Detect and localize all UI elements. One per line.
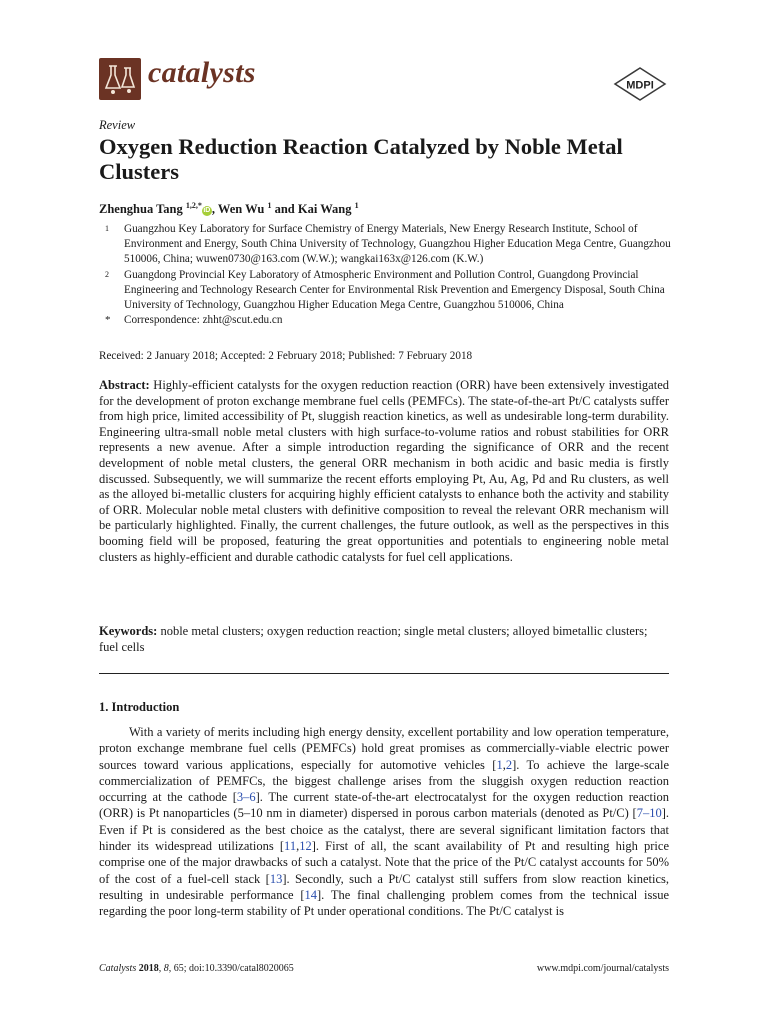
- journal-name: catalysts: [148, 56, 256, 89]
- footer-doi: , 65; doi:10.3390/catal8020065: [168, 963, 294, 974]
- citation-link[interactable]: 12: [299, 839, 312, 854]
- affiliation-text: Guangdong Provincial Key Laboratory of Atmospheric Environment and Pollution Control, Guangdong Provincial Engineering and Technology Research Center for Environmental Risk Prevention and Emergency Disposal, South China University of Technology, Guangzhou Higher Education Mega Centre, Guangzhou 510006, China: [124, 268, 665, 312]
- footer-citation: Catalysts 2018, 8, 65; doi:10.3390/catal8020065: [99, 963, 294, 974]
- citation-link[interactable]: 14: [304, 887, 318, 902]
- author-name[interactable]: Kai Wang: [297, 202, 352, 217]
- abstract: [99, 378, 669, 565]
- svg-text:MDPI: MDPI: [626, 79, 654, 92]
- paper-title: Oxygen Reduction Reaction Catalyzed by Noble Metal Clusters: [99, 134, 623, 184]
- correspondence: [99, 313, 679, 328]
- orcid-icon[interactable]: iD: [203, 207, 211, 215]
- author-name[interactable]: Wen Wu: [217, 202, 265, 217]
- mdpi-logo-icon: [613, 67, 667, 101]
- body-text-run: With a variety of merits including high energy density, excellent portability and low operation temperature, proton exchange membrane fuel cells (PEMFCs) hold great promises as commercially-viable electric power sources toward various applications, especially for automotive vehicles [: [99, 725, 669, 772]
- author-name[interactable]: Zhenghua Tang: [99, 202, 183, 217]
- author-list: [99, 201, 359, 217]
- body-text-run: ]. The final challenging problem comes from the technical issue regarding the poor long-term stability of Pt under operational conditions. The Pt/C catalyst is: [99, 887, 669, 919]
- author-affiliation-marks: 1: [354, 201, 359, 210]
- citation-link[interactable]: 2: [505, 757, 513, 772]
- abstract-label: Abstract:: [99, 378, 150, 392]
- body-text-run: ,: [296, 839, 300, 854]
- citation-link[interactable]: 3–6: [236, 790, 256, 805]
- citation-link[interactable]: 1: [496, 757, 503, 772]
- body-text-run: ]. To achieve the large-scale commercialization of PEMFCs, the biggest challenge arises from the sluggish oxygen reduction reaction occurring at the cathode [: [99, 757, 669, 805]
- body-text-run: ]. Even if Pt is considered as the best choice as the catalyst, there are several significant limitation factors that hinder its widespread utilizations [: [99, 806, 669, 854]
- author-affiliation-marks: 1: [267, 201, 272, 210]
- journal-logo-icon: [99, 58, 141, 100]
- section-heading: 1. Introduction: [99, 700, 180, 714]
- affiliation-item: [99, 268, 679, 314]
- abstract-text: Highly-efficient catalysts for the oxygen reduction reaction (ORR) have been extensively investigated for the development of proton exchange membrane fuel cells (PEMFCs). The state-of-the-art Pt/C catalysts suffer from high price, limited accessibility of Pt, sluggish reaction kinetics, as well as undesirable long-term durability. Engineering ultra-small noble metal clusters with high surface-to-volume ratios and robust stabilities for ORR represents a new avenue. After a simple introduction regarding the significance of ORR and the recent development of noble metal clusters, the general ORR mechanism in both acidic and basic media is firstly discussed. Subsequently, we will summarize the recent efforts employing Pt, Au, Ag, Pd and Ru clusters, as well as the alloyed bi-metallic clusters for acquiring highly efficient catalysts to enhance both the activity and stability of ORR. Molecular noble metal clusters with definitive composition to reveal the relevant ORR mechanism will be particularly highlighted. Finally, the current challenges, the future outlook, as well as the perspectives in this booming field will be proposed, featuring the great opportunities and potentials to engineering noble metal clusters as highly-efficient and durable cathodic catalysts for fuel cell applications.: [99, 378, 669, 564]
- footer-volume: 8: [163, 963, 169, 974]
- body-paragraph: [99, 724, 669, 920]
- publication-dates: Received: 2 January 2018; Accepted: 2 February 2018; Published: 7 February 2018: [99, 350, 473, 362]
- correspondence-text: Correspondence: zhht@scut.edu.cn: [124, 314, 283, 327]
- affiliation-marker: 1: [105, 224, 109, 233]
- author-separator: and: [271, 202, 298, 217]
- affiliation-text: Guangzhou Key Laboratory for Surface Chemistry of Energy Materials, New Energy Research Institute, School of Environment and Energy, South China University of Technology, Guangzhou Higher Education Mega Centre, Guangzhou 510006, China; wuwen0730@163.com (W.W.); wangkai163x@126.com (K.W.): [124, 223, 671, 266]
- citation-link[interactable]: 13: [269, 871, 283, 886]
- section-divider: [99, 673, 669, 674]
- keywords-label: Keywords:: [99, 624, 158, 638]
- body-text-run: ]. The current state-of-the-art electrocatalyst for the oxygen reduction reaction (ORR) is Pt nanoparticles (5–10 nm in diameter) dispersed in porous carbon materials (denoted as Pt/C) [: [99, 790, 670, 821]
- footer-journal-url[interactable]: www.mdpi.com/journal/catalysts: [536, 963, 669, 974]
- citation-link[interactable]: 11: [284, 839, 297, 854]
- citation-link[interactable]: 7–10: [636, 806, 662, 821]
- affiliation-list: [99, 222, 679, 328]
- body-text-run: ]. First of all, the scant availability of Pt and resulting high price comprise one of the major drawbacks of such a catalyst. Note that the price of the Pt/C catalyst accounts for 50% of the cost of a fuel-cell stack [: [99, 839, 669, 886]
- footer-journal: Catalysts: [99, 963, 137, 974]
- correspondence-marker: *: [105, 314, 111, 327]
- affiliation-item: [99, 222, 679, 268]
- article-type: Review: [99, 118, 136, 132]
- body-text-run: ,: [502, 757, 506, 772]
- keywords: [99, 624, 669, 655]
- author-affiliation-marks: 1,2,*: [185, 201, 202, 210]
- affiliation-marker: 2: [105, 269, 109, 279]
- body-text-run: ]. Secondly, such a Pt/C catalyst still suffers from slow reaction kinetics, resulting in undesirable performance [: [99, 871, 670, 902]
- author-separator: ,: [211, 202, 218, 217]
- keywords-text: noble metal clusters; oxygen reduction reaction; single metal clusters; alloyed bimetallic clusters; fuel cells: [99, 624, 648, 654]
- footer-year: 2018: [138, 963, 159, 974]
